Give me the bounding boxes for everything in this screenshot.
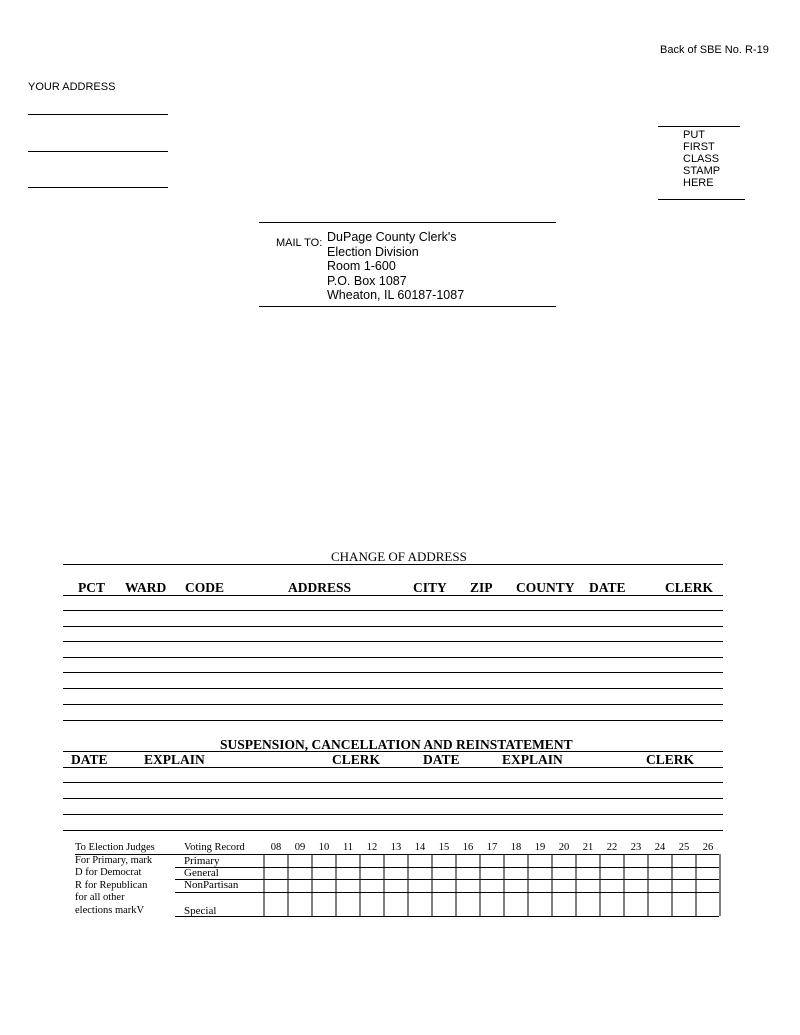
- year-label-09: 09: [294, 842, 306, 853]
- entry-line[interactable]: [63, 798, 723, 799]
- year-label-12: 12: [366, 842, 378, 853]
- susp-col-date-2: DATE: [423, 752, 460, 767]
- entry-line[interactable]: [63, 830, 723, 831]
- your-address-line-3[interactable]: [28, 187, 168, 188]
- voting-row-line: [175, 892, 719, 893]
- stamp-box-text: [683, 129, 720, 189]
- change-of-address-title: CHANGE OF ADDRESS: [331, 549, 467, 564]
- row-label-general: General: [184, 867, 219, 879]
- voting-row-line: [175, 854, 719, 855]
- susp-col-date: DATE: [71, 752, 108, 767]
- stamp-box-bottom-line: [658, 199, 745, 200]
- mail-to-bottom-line: [259, 306, 556, 307]
- your-address-label: YOUR ADDRESS: [28, 81, 116, 93]
- entry-line[interactable]: [63, 657, 723, 658]
- mail-to-top-line: [259, 222, 556, 223]
- stamp-line: FIRST: [683, 141, 715, 153]
- voting-row-line: [175, 867, 719, 868]
- year-label-10: 10: [318, 842, 330, 853]
- mail-to-line: Room 1-600: [327, 259, 396, 273]
- voting-row-line: [175, 916, 719, 917]
- entry-line[interactable]: [63, 704, 723, 705]
- col-zip: ZIP: [470, 580, 493, 595]
- entry-line[interactable]: [63, 641, 723, 642]
- mail-to-label: MAIL TO:: [276, 237, 323, 249]
- suspension-title: SUSPENSION, CANCELLATION AND REINSTATEMENT: [220, 737, 573, 752]
- instruction-line: R for Republican: [75, 879, 148, 891]
- mail-to-line: DuPage County Clerk's: [327, 230, 457, 244]
- susp-col-explain-2: EXPLAIN: [502, 752, 563, 767]
- year-label-15: 15: [438, 842, 450, 853]
- col-ward: WARD: [125, 580, 167, 595]
- change-of-address-top-rule: [63, 564, 723, 565]
- year-label-22: 22: [606, 842, 618, 853]
- year-label-25: 25: [678, 842, 690, 853]
- instruction-line: To Election Judges: [75, 842, 155, 853]
- col-county: COUNTY: [516, 580, 575, 595]
- year-label-18: 18: [510, 842, 522, 853]
- year-label-14: 14: [414, 842, 426, 853]
- form-id: Back of SBE No. R-19: [660, 44, 769, 56]
- instruction-line: for all other: [75, 892, 125, 903]
- mail-to-address: [327, 230, 464, 303]
- year-label-17: 17: [486, 842, 498, 853]
- year-label-24: 24: [654, 842, 666, 853]
- entry-line[interactable]: [63, 626, 723, 627]
- entry-line[interactable]: [63, 672, 723, 673]
- col-address: ADDRESS: [288, 580, 352, 595]
- instruction-line: elections markV: [75, 904, 145, 916]
- stamp-line: STAMP: [683, 165, 721, 177]
- stamp-line: HERE: [683, 177, 714, 189]
- entry-line[interactable]: [63, 688, 723, 689]
- year-label-21: 21: [582, 842, 594, 853]
- mail-to-line: P.O. Box 1087: [327, 273, 407, 288]
- mail-to-line: Election Division: [327, 244, 419, 259]
- voting-row-line: [175, 879, 719, 880]
- year-label-20: 20: [558, 842, 570, 853]
- year-label-19: 19: [534, 842, 546, 853]
- entry-line[interactable]: [63, 720, 723, 721]
- voting-under-line: [75, 854, 175, 855]
- susp-col-explain: EXPLAIN: [144, 752, 205, 767]
- entry-line[interactable]: [63, 814, 723, 815]
- mail-to-line: Wheaton, IL 60187-1087: [327, 288, 465, 302]
- year-label-16: 16: [462, 842, 474, 853]
- instruction-line: D for Democrat: [75, 867, 142, 878]
- row-label-nonpartisan: NonPartisan: [184, 879, 239, 891]
- voting-record-header: Voting Record: [184, 842, 245, 853]
- year-label-11: 11: [342, 842, 354, 853]
- susp-col-clerk-2: CLERK: [646, 752, 695, 767]
- entry-line[interactable]: [63, 595, 723, 596]
- susp-col-clerk: CLERK: [332, 752, 381, 767]
- year-label-13: 13: [390, 842, 402, 853]
- year-label-23: 23: [630, 842, 642, 853]
- col-date: DATE: [589, 580, 626, 595]
- instruction-line: For Primary, mark: [75, 854, 153, 866]
- your-address-line-1[interactable]: [28, 114, 168, 115]
- row-label-special: Special: [184, 905, 217, 917]
- stamp-line: PUT: [683, 129, 705, 141]
- year-label-26: 26: [702, 842, 714, 853]
- col-clerk: CLERK: [665, 580, 714, 595]
- entry-line[interactable]: [63, 767, 723, 768]
- row-label-primary: Primary: [184, 855, 220, 867]
- year-label-08: 08: [270, 842, 282, 853]
- your-address-line-2[interactable]: [28, 151, 168, 152]
- entry-line[interactable]: [63, 782, 723, 783]
- col-pct: PCT: [78, 580, 105, 595]
- col-city: CITY: [413, 580, 447, 595]
- stamp-line: CLASS: [683, 153, 720, 165]
- col-code: CODE: [185, 580, 225, 595]
- stamp-box-top-line: [658, 126, 740, 127]
- entry-line[interactable]: [63, 610, 723, 611]
